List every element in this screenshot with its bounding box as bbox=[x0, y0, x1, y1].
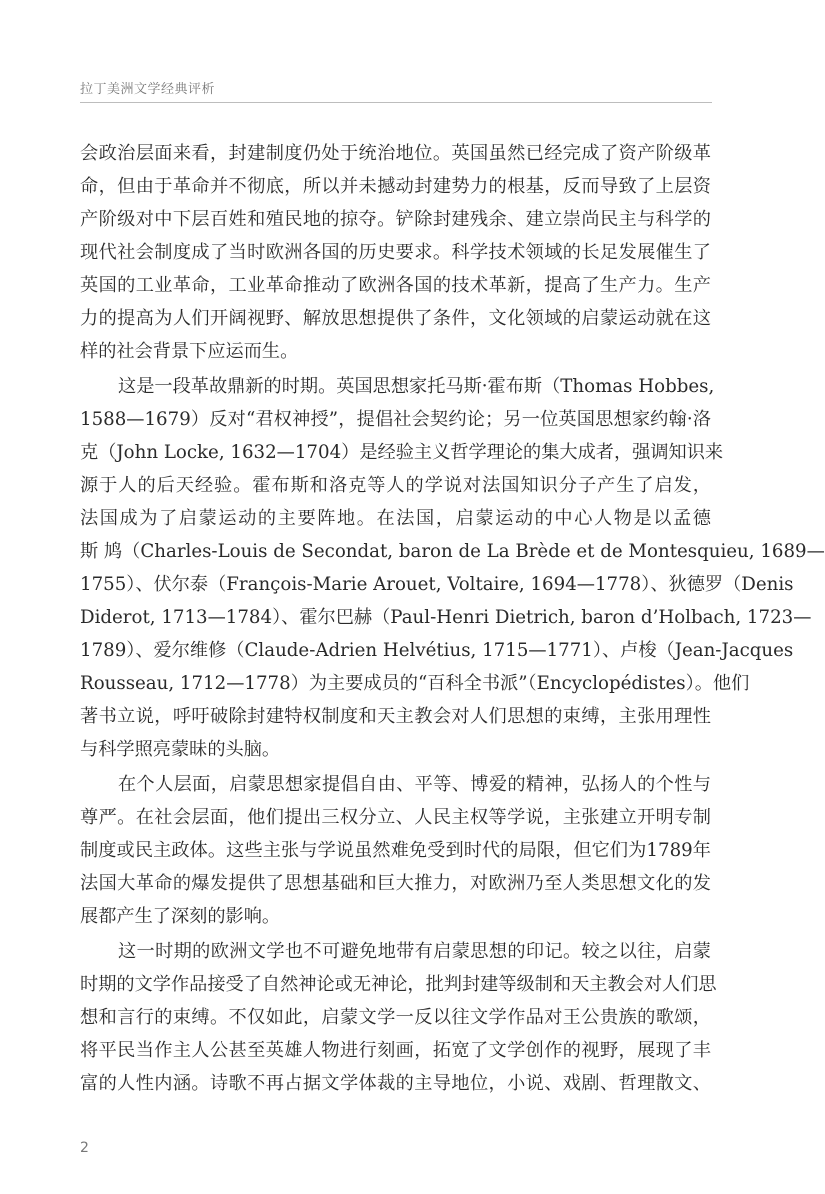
text-line: 这一时期的欧洲文学也不可避免地带有启蒙思想的印记。较之以往，启蒙 bbox=[118, 941, 711, 962]
text-line: 法国成为了启蒙运动的主要阵地。在法国，启蒙运动的中心人物是以孟德 bbox=[80, 508, 711, 529]
body-text bbox=[80, 137, 825, 1102]
text-line: 力的提高为人们开阔视野、解放思想提供了条件，文化领域的启蒙运动就在这 bbox=[80, 308, 711, 329]
text-line: 样的社会背景下应运而生。 bbox=[80, 341, 299, 362]
text-line: 现代社会制度成了当时欧洲各国的历史要求。科学技术领域的长足发展催生了 bbox=[80, 242, 711, 263]
text-line: Diderot, 1713—1784）、霍尔巴赫（Paul-Henri Dietrich, baron d’Holbach, 1723— bbox=[80, 607, 812, 628]
text-line: 命，但由于革命并不彻底，所以并未撼动封建势力的根基，反而导致了上层资 bbox=[80, 176, 711, 197]
text-line: Rousseau, 1712—1778）为主要成员的“百科全书派”（Encyclopédistes）。他们 bbox=[80, 673, 750, 694]
paragraph bbox=[80, 768, 711, 933]
text-line: 克（John Locke, 1632—1704）是经验主义哲学理论的集大成者，强调知识来 bbox=[80, 442, 724, 463]
paragraph bbox=[80, 935, 717, 1100]
text-line: 时期的文学作品接受了自然神论或无神论，批判封建等级制和天主教会对人们思 bbox=[80, 974, 717, 995]
text-line: 英国的工业革命，工业革命推动了欧洲各国的技术革新，提高了生产力。生产 bbox=[80, 275, 711, 296]
text-line: 将平民当作主人公甚至英雄人物进行刻画，拓宽了文学创作的视野，展现了丰 bbox=[80, 1040, 711, 1061]
page-number: 2 bbox=[80, 1140, 89, 1156]
text-line: 1588—1679）反对“君权神授”，提倡社会契约论；另一位英国思想家约翰·洛 bbox=[80, 409, 711, 430]
text-line: 与科学照亮蒙昧的头脑。 bbox=[80, 739, 281, 760]
text-line: 制度或民主政体。这些主张与学说虽然难免受到时代的局限，但它们为1789年 bbox=[80, 840, 711, 861]
text-line: 富的人性内涵。诗歌不再占据文学体裁的主导地位，小说、戏剧、哲理散文、 bbox=[80, 1073, 711, 1094]
paragraph bbox=[80, 137, 711, 368]
text-line: 产阶级对中下层百姓和殖民地的掠夺。铲除封建残余、建立崇尚民主与科学的 bbox=[80, 209, 711, 230]
text-line: 源于人的后天经验。霍布斯和洛克等人的学说对法国知识分子产生了启发， bbox=[80, 475, 711, 496]
text-line: 展都产生了深刻的影响。 bbox=[80, 906, 281, 927]
running-head-title: 拉丁美洲文学经典评析 bbox=[80, 82, 216, 97]
text-line: 会政治层面来看，封建制度仍处于统治地位。英国虽然已经完成了资产阶级革 bbox=[80, 143, 711, 164]
text-line: 法国大革命的爆发提供了思想基础和巨大推力，对欧洲乃至人类思想文化的发 bbox=[80, 873, 711, 894]
text-line: 斯 鸠（Charles-Louis de Secondat, baron de La Brède et de Montesquieu, 1689— bbox=[80, 541, 825, 562]
text-line: 著书立说，呼吁破除封建特权制度和天主教会对人们思想的束缚，主张用理性 bbox=[80, 706, 711, 727]
header-divider bbox=[80, 102, 712, 103]
text-line: 1789）、爱尔维修（Claude-Adrien Helvétius, 1715—1771）、卢梭（Jean-Jacques bbox=[80, 640, 794, 661]
text-line: 1755）、伏尔泰（François-Marie Arouet, Voltaire, 1694—1778）、狄德罗（Denis bbox=[80, 574, 794, 595]
text-line: 尊严。在社会层面，他们提出三权分立、人民主权等学说，主张建立开明专制 bbox=[80, 807, 711, 828]
paragraph bbox=[80, 370, 825, 766]
text-line: 这是一段革故鼎新的时期。英国思想家托马斯·霍布斯（Thomas Hobbes, bbox=[118, 376, 715, 397]
text-line: 在个人层面，启蒙思想家提倡自由、平等、博爱的精神，弘扬人的个性与 bbox=[118, 774, 711, 795]
text-line: 想和言行的束缚。不仅如此，启蒙文学一反以往文学作品对王公贵族的歌颂， bbox=[80, 1007, 711, 1028]
